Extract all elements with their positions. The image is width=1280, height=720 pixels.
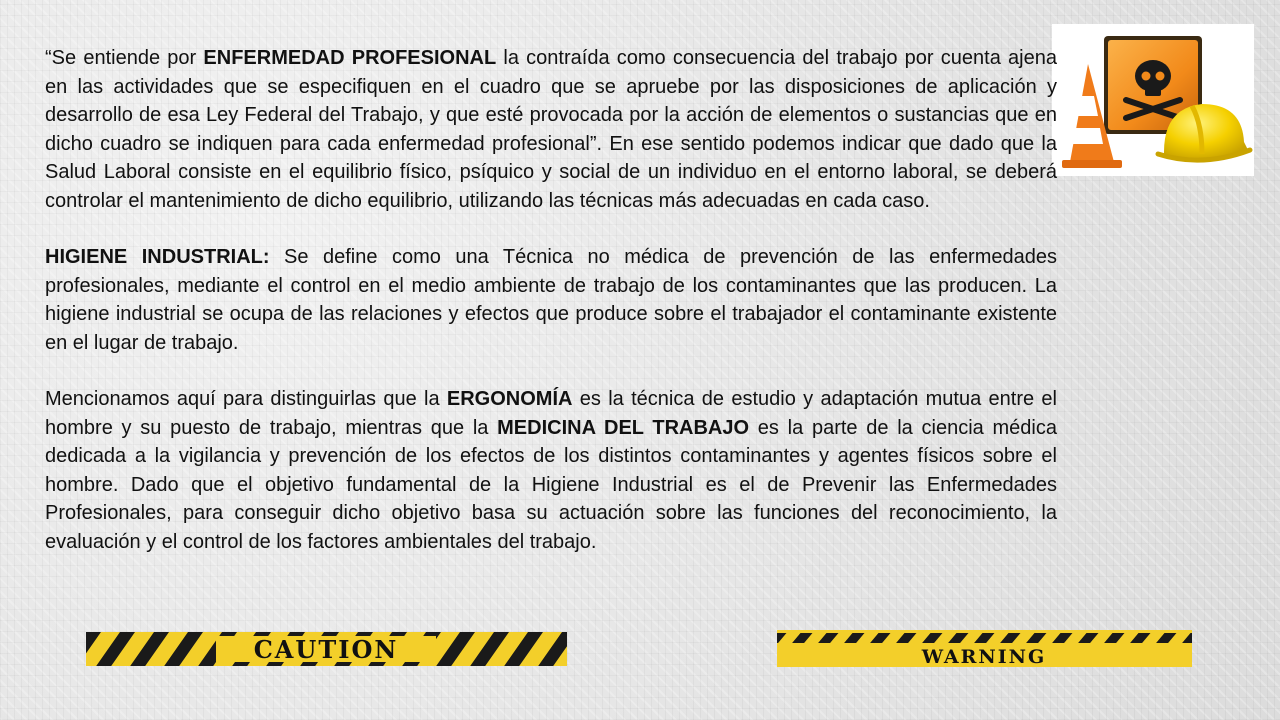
warning-tape-graphic bbox=[777, 630, 1192, 667]
p3-body: es la parte de la ciencia médica dedicada a la vigilancia y prevención de los efectos de los distintos contaminantes y agentes físicos sobre el hombre. Dado que el objetivo fundamental de la Higiene Industrial es el de Prevenir las Enfermedades Profesionales, para conseguir dicho objetivo basa su actuación sobre las funciones del reconocimiento, la evaluación y el control de los factores ambientales del trabajo. bbox=[45, 416, 1057, 553]
term-higiene-industrial: HIGIENE INDUSTRIAL: bbox=[45, 246, 270, 268]
p1-body: la contraída como consecuencia del trabajo por cuenta ajena en las actividades que se especifiquen en el cuadro que se apruebe por las disposiciones de aplicación y desarrollo de esa Ley Federal del Trabajo, y que esté provocada por la acción de elementos o sustancias que en dicho cuadro se indiquen para cada enfermedad profesional”. En ese sentido podemos indicar que dado que la Salud Laboral consiste en el equilibrio físico, psíquico y social de un individuo en el entorno laboral, se deberá controlar el mantenimiento de dicho equilibrio, utilizando las técnicas más adecuadas en cada caso. bbox=[45, 47, 1057, 212]
paragraph-higiene-industrial bbox=[45, 243, 1057, 357]
warning-tape bbox=[777, 630, 1192, 667]
p2-body: Se define como una Técnica no médica de prevención de las enfermedades profesionales, mediante el control en el medio ambiente de trabajo de los contaminantes que las producen. La higiene industrial se ocupa de las relaciones y efectos que produce sobre el trabajador el contaminante existente en el lugar de trabajo. bbox=[45, 246, 1057, 354]
hazard-illustration-icon bbox=[1052, 24, 1254, 176]
caution-word: CAUTION bbox=[253, 635, 399, 664]
term-enfermedad-profesional: ENFERMEDAD PROFESIONAL bbox=[203, 47, 497, 69]
warning-word: WARNING bbox=[921, 646, 1047, 667]
term-medicina-del-trabajo: MEDICINA DEL TRABAJO bbox=[497, 416, 750, 439]
slide-body-text bbox=[45, 44, 1057, 556]
p3-middle: es la técnica de estudio y adaptación mutua entre el hombre y su puesto de trabajo, mientras que la bbox=[45, 388, 1057, 439]
p1-open-quote: “Se entiende por bbox=[45, 47, 204, 69]
caution-tape-graphic bbox=[86, 632, 567, 666]
caution-tape bbox=[86, 632, 567, 666]
paragraph-ergonomia-medicina bbox=[45, 385, 1057, 556]
hazard-illustration bbox=[1052, 24, 1254, 176]
paragraph-enfermedad-profesional bbox=[45, 44, 1057, 215]
p3-intro: Mencionamos aquí para distinguirlas que la bbox=[45, 388, 447, 410]
term-ergonomia: ERGONOMÍA bbox=[446, 388, 573, 410]
